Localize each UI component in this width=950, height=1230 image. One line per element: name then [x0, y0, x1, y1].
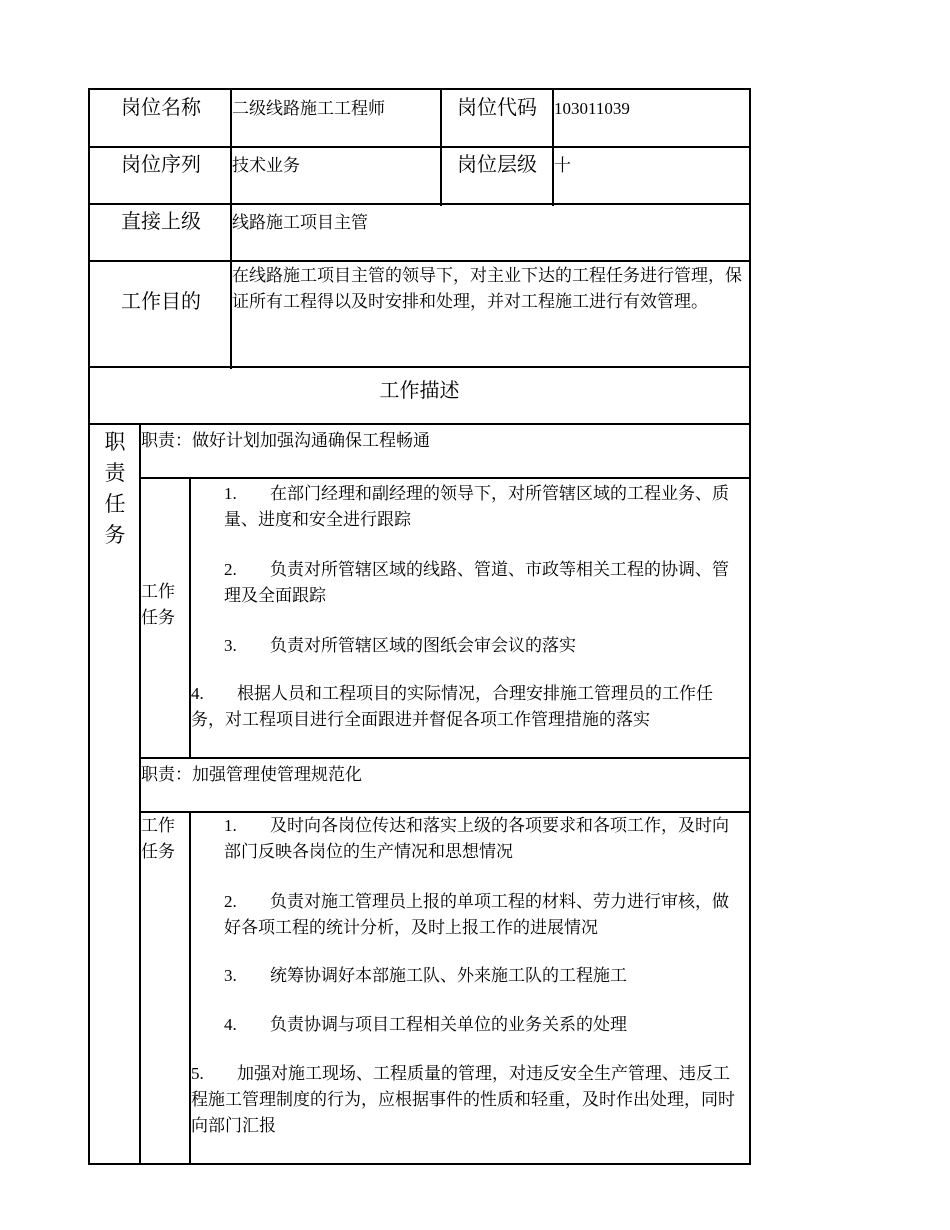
purpose-label: 工作目的 [121, 291, 201, 313]
superior-label: 直接上级 [121, 211, 201, 233]
task-label-1: 工作 任务 [141, 582, 175, 627]
duties-side-label: 职 责 任 务 [104, 430, 126, 547]
position-name-label: 岗位名称 [121, 97, 201, 119]
row-position-seq [88, 146, 749, 204]
duty-2-task-2: 2. 负责对施工管理员上报的单项工程的材料、劳力进行审核，做好各项工程的统计分析，及时上报工作的进展情况 [224, 892, 729, 937]
position-level-value: 十 [554, 156, 571, 175]
duty-1-title: 职责：做好计划加强沟通确保工程畅通 [141, 431, 430, 450]
task-label-2: 工作 任务 [141, 816, 175, 861]
duty-1 [141, 425, 751, 479]
duty-2-title: 职责：加强管理使管理规范化 [141, 765, 362, 784]
row-purpose [88, 260, 749, 367]
description-body [88, 423, 749, 1163]
superior-value: 线路施工项目主管 [232, 213, 368, 232]
position-seq-label: 岗位序列 [121, 154, 201, 176]
purpose-value: 在线路施工项目主管的领导下，对主业下达的工程任务进行管理，保证所有工程得以及时安排和处理，并对工程施工进行有效管理。 [232, 266, 742, 311]
duty-2-task-3: 3. 统筹协调好本部施工队、外来施工队的工程施工 [224, 966, 627, 985]
position-seq-value: 技术业务 [232, 156, 300, 175]
duty-2 [141, 757, 751, 813]
duty-1-task-4: 4. 根据人员和工程项目的实际情况，合理安排施工管理员的工作任务，对工程项目进行全面跟进并督促各项工作管理措施的落实 [191, 684, 713, 729]
position-name-value: 二级线路施工工程师 [232, 99, 385, 118]
duty-2-task-1: 1. 及时向各岗位传达和落实上级的各项要求和各项工作，及时向部门反映各岗位的生产情况和思想情况 [224, 816, 729, 861]
duty-1-task-1: 1. 在部门经理和副经理的领导下，对所管辖区域的工程业务、质量、进度和安全进行跟踪 [224, 484, 729, 529]
position-code-label: 岗位代码 [457, 97, 537, 119]
duty-2-task-5: 5. 加强对施工现场、工程质量的管理，对违反安全生产管理、违反工程施工管理制度的行为，应根据事件的性质和轻重，及时作出处理，同时向部门汇报 [191, 1064, 735, 1135]
position-level-label: 岗位层级 [457, 154, 537, 176]
duty-1-task-2: 2. 负责对所管辖区域的线路、管道、市政等相关工程的协调、管理及全面跟踪 [224, 560, 729, 605]
duty-2-task-4: 4. 负责协调与项目工程相关单位的业务关系的处理 [224, 1015, 627, 1034]
duty-1-task-3: 3. 负责对所管辖区域的图纸会审会议的落实 [224, 636, 576, 655]
duty-2-tasks [141, 811, 751, 1165]
description-title: 工作描述 [379, 380, 460, 402]
row-description-title [88, 366, 749, 424]
job-description-table [88, 88, 751, 1165]
row-position-name [88, 88, 749, 147]
row-superior [88, 203, 749, 261]
position-code-value: 103011039 [554, 99, 630, 118]
duty-1-tasks [141, 477, 751, 757]
